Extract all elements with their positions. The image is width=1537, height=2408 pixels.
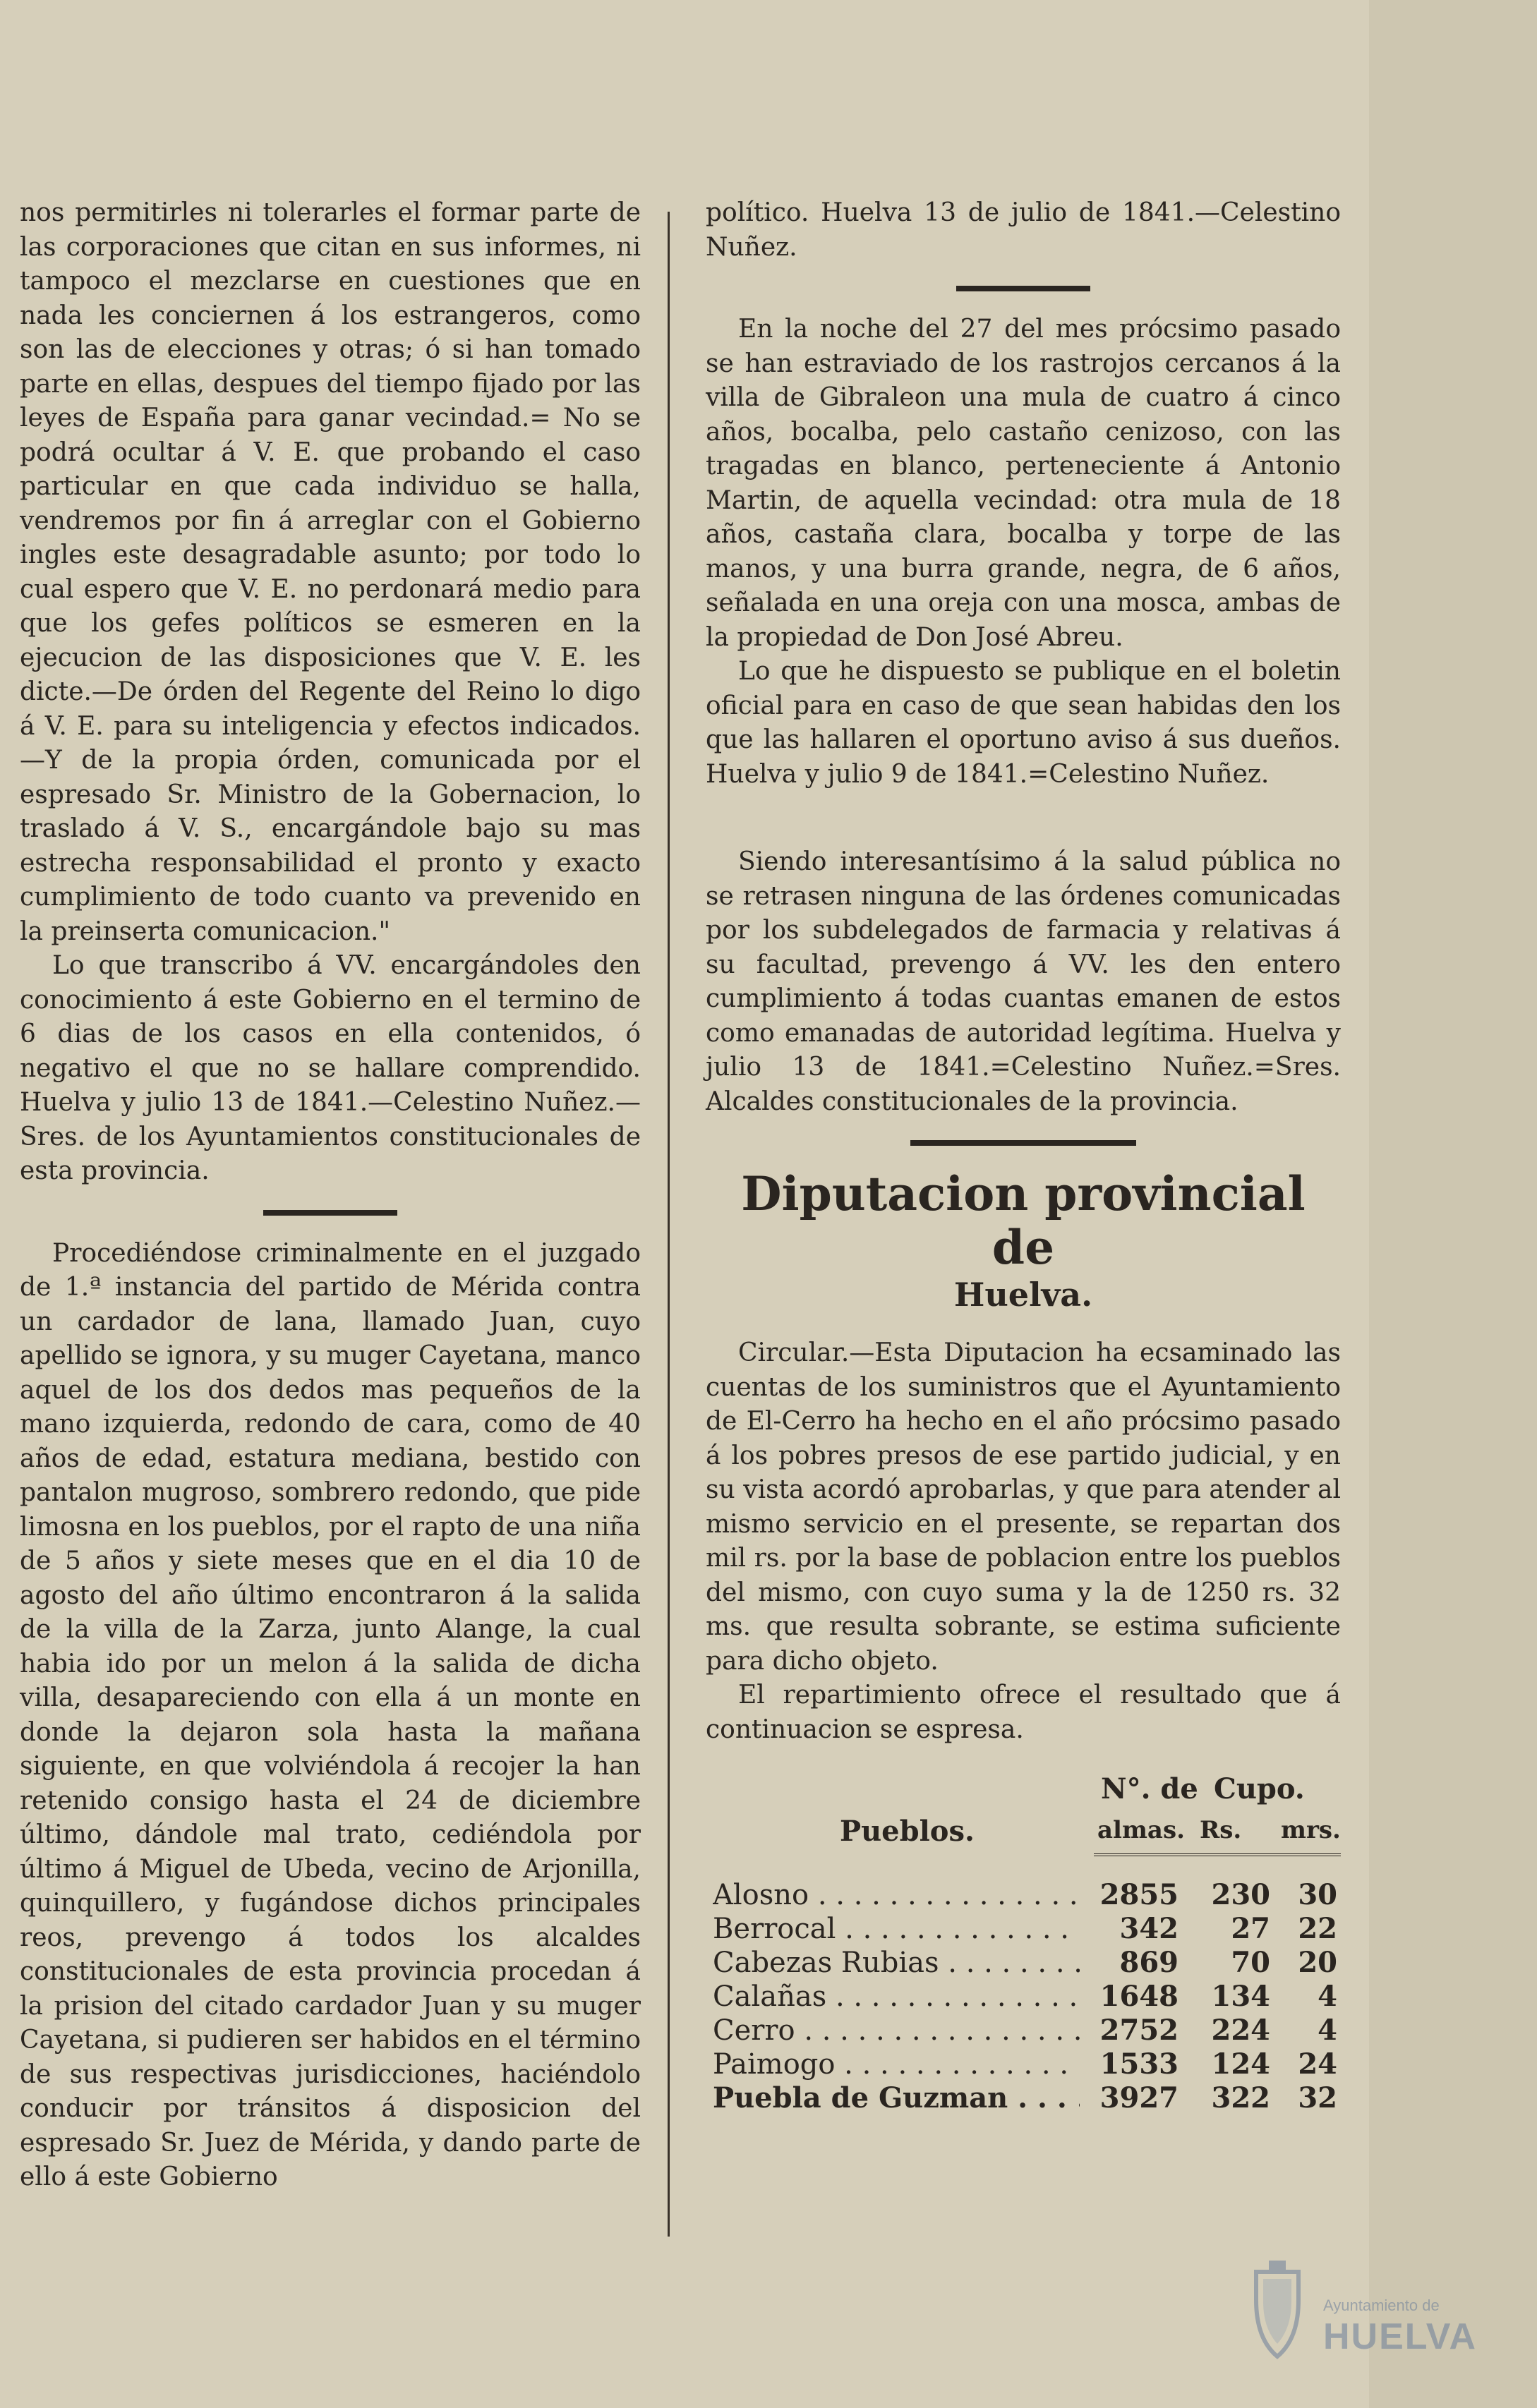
page-margin [1369, 0, 1537, 2408]
row-mrs: 4 [1318, 1980, 1337, 2013]
row-pueblo: Alosno . . . [713, 1878, 1080, 1913]
table-row [706, 1946, 1341, 1980]
row-pueblo: Cabezas Rubias . . . [713, 1946, 1080, 1980]
header-no-almas: N°. de [1101, 1772, 1198, 1805]
row-rs: 124 [1211, 2047, 1270, 2081]
row-rs: 322 [1211, 2081, 1270, 2114]
row-almas: 1648 [1099, 1980, 1179, 2013]
coat-of-arms-icon [1242, 2258, 1313, 2364]
row-almas: 3927 [1099, 2081, 1179, 2114]
left-paragraph-2: Lo que transcribo á VV. encargándoles den conocimiento á este Gobierno en el termino de 6 dias de los casos en ella contenidos, ó negativo el que no se hallare comprendido. Huelva y julio 13 de 1841.—Celestino Nuñez.—Sres. de los Ayuntamientos constitucionales de esta provincia. [20, 951, 641, 1185]
row-pueblo: Cerro . . . [713, 2014, 1080, 2048]
right-paragraph-1: político. Huelva 13 de julio de 1841.—Celestino Nuñez. [706, 198, 1341, 262]
header-rule [1094, 1853, 1341, 1859]
row-rs: 134 [1211, 1980, 1270, 2013]
table-row [706, 2081, 1341, 2115]
header-mrs: mrs. [1281, 1816, 1341, 1844]
header-pueblos: Pueblos. [840, 1815, 975, 1848]
right-paragraph-2: En la noche del 27 del mes prócsimo pasado se han estraviado de los rastrojos cercanos á la villa de Gibraleon una mula de cuatro á cinco años, bocalba, pelo castaño cenizoso, con las tragadas en blanco, perteneciente á Antonio Martin, de aquella vecindad: otra mula de 18 años, castaña clara, bocalba y torpe de las manos, y una burra grande, negra, de 6 años, señalada en una oreja con una mosca, ambas de la propiedad de Don José Abreu. [706, 315, 1341, 652]
header-rs: Rs. [1200, 1816, 1242, 1844]
row-pueblo: Berrocal . . . [713, 1912, 1080, 1947]
row-mrs: 20 [1298, 1946, 1337, 1979]
row-mrs: 24 [1298, 2047, 1337, 2081]
header-almas: almas. [1097, 1816, 1185, 1844]
left-column [20, 196, 641, 2195]
table-row [706, 1980, 1341, 2014]
header-cupo: Cupo. [1214, 1772, 1305, 1805]
ayuntamiento-huelva-watermark [1242, 2258, 1496, 2385]
row-almas: 2752 [1099, 2014, 1179, 2047]
table-row [706, 1878, 1341, 1912]
row-pueblo: Puebla de Guzman . . . [713, 2081, 1080, 2116]
section-rule [910, 1140, 1136, 1146]
right-paragraph-4: Siendo interesantísimo á la salud pública no se retrasen ninguna de las órdenes comunicadas por los subdelegados de farmacia y relativas á su facultad, prevengo á VV. les den entero cumplimiento á todas cuantas emanen de estos como emanadas de autoridad legítima. Huelva y julio 13 de 1841.=Celestino Nuñez.=Sres. Alcaldes constitucionales de la provincia. [706, 847, 1341, 1116]
row-rs: 230 [1211, 1878, 1270, 1911]
row-rs: 27 [1231, 1912, 1270, 1945]
right-column [706, 196, 1341, 2115]
row-almas: 2855 [1099, 1878, 1179, 1911]
result-intro: El repartimiento ofrece el resultado que á continuacion se espresa. [706, 1681, 1341, 1744]
row-almas: 342 [1119, 1912, 1179, 1945]
section-subheading: Huelva. [953, 1276, 1093, 1314]
row-almas: 869 [1119, 1946, 1179, 1979]
section-rule [956, 286, 1090, 291]
watermark-line-2: HUELVA [1323, 2316, 1478, 2357]
row-almas: 1533 [1099, 2047, 1179, 2081]
circular-paragraph: Circular.—Esta Diputacion ha ecsaminado las cuentas de los suministros que el Ayuntamiento de El-Cerro ha hecho en el año prócsimo pasado á los pobres presos de ese partido judicial, y en su vista acordó aprobarlas, y que para atender al mismo servicio en el presente, se repartan dos mil rs. por la base de poblacion entre los pueblos del mismo, con cuyo suma y la de 1250 rs. 32 ms. que resulta sobrante, se estima suficiente para dicho objeto. [706, 1338, 1341, 1676]
distribution-table [706, 1772, 1341, 2115]
row-rs: 224 [1211, 2014, 1270, 2047]
row-mrs: 30 [1298, 1878, 1337, 1911]
table-header [706, 1772, 1341, 1878]
row-mrs: 22 [1298, 1912, 1337, 1945]
table-row [706, 1912, 1341, 1946]
row-rs: 70 [1231, 1946, 1270, 1979]
row-mrs: 4 [1318, 2014, 1337, 2047]
table-row [706, 2014, 1341, 2047]
section-heading: Diputacion provincial de [741, 1166, 1306, 1275]
left-paragraph-3: Procediéndose criminalmente en el juzgado de 1.ª instancia del partido de Mérida contra un cardador de lana, llamado Juan, cuyo apellido se ignora, y su muger Cayetana, manco aquel de los dos dedos mas pequeños de la mano izquierda, redondo de cara, como de 40 años de edad, estatura mediana, bestido con pantalon mugroso, sombrero redondo, que pide limosna en los pueblos, por el rapto de una niña de 5 años y siete meses que en el dia 10 de agosto del año último encontraron á la salida de la villa de la Zarza, junto Alange, la cual habia ido por un melon á la salida de dicha villa, desapareciendo con ella á un monte en donde la dejaron sola hasta la mañana siguiente, en que volviéndola á recojer la han retenido consigo hasta el 24 de diciembre último, dándole mal trato, cediéndola por último á Miguel de Ubeda, vecino de Arjonilla, quinquillero, y fugándose dichos principales reos, prevengo á todos los alcaldes constitucionales de esta provincia procedan á la prision del citado cardador Juan y su muger Cayetana, si pudieren ser habidos en el término de sus respectivas jurisdicciones, haciéndolo conducir por tránsitos á disposicion del espresado Sr. Juez de Mérida, y dando parte de ello á este Gobierno [20, 1238, 641, 2191]
right-paragraph-3: Lo que he dispuesto se publique en el boletin oficial para en caso de que sean habidas den los que las hallaren el oportuno aviso á sus dueños. Huelva y julio 9 de 1841.=Celestino Nuñez. [706, 657, 1341, 789]
row-mrs: 32 [1298, 2081, 1337, 2114]
table-row [706, 2047, 1341, 2081]
section-rule [263, 1210, 397, 1216]
row-pueblo: Calañas . . . [713, 1980, 1080, 2014]
left-paragraph-1: nos permitirles ni tolerarles el formar parte de las corporaciones que citan en sus informes, ni tampoco el mezclarse en cuestiones que en nada les conciernen á los estrangeros, como son las de elecciones y otras; ó si han tomado parte en ellas, despues del tiempo fijado por las leyes de España para ganar vecindad.= No se podrá ocultar á V. E. que probando el caso particular en que cada individuo se halla, vendremos por fin á arreglar con el Gobierno ingles este desagradable asunto; por todo lo cual espero que V. E. no perdonará medio para que los gefes políticos se esmeren en la ejecucion de las disposiciones que V. E. les dicte.—De órden del Regente del Reino lo digo á V. E. para su inteligencia y efectos indicados.—Y de la propia órden, comunicada por el espresado Sr. Ministro de la Gobernacion, lo traslado á V. S., encargándole bajo su mas estrecha responsabilidad el pronto y exacto cumplimiento de todo cuanto va prevenido en la preinserta comunicacion." [20, 198, 641, 946]
row-pueblo: Paimogo . . . [713, 2047, 1080, 2082]
watermark-line-1: Ayuntamiento de [1323, 2297, 1440, 2314]
column-divider [668, 212, 670, 2237]
